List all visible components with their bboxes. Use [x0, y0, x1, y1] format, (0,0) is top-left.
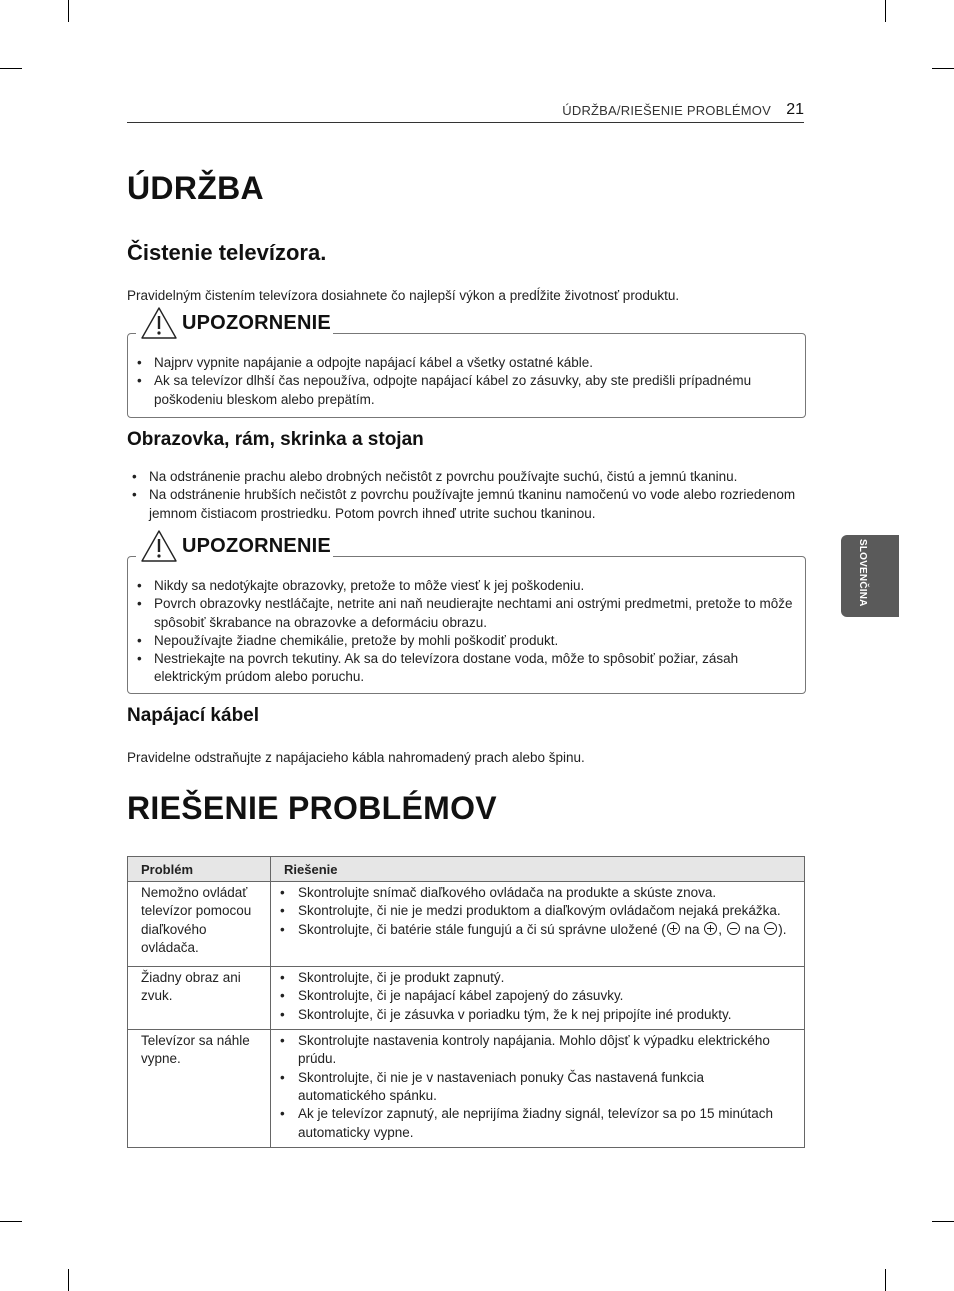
caution-box: [127, 311, 806, 418]
plus-circle-icon: [667, 922, 680, 935]
caution-item: • Nikdy sa nedotýkajte obrazovky, pretože to môže viesť k jej poškodeniu.: [154, 577, 795, 595]
language-tab-label: SLOVENČINA: [857, 539, 868, 607]
problem-cell: Televízor sa náhle vypne.: [128, 1030, 271, 1148]
power-cable-heading: Napájací kábel: [127, 705, 260, 726]
solution-item: • Skontrolujte, či je napájací kábel zapojený do zásuvky.: [298, 987, 794, 1005]
solution-item: • Ak je televízor zapnutý, ale neprijíma žiadny signál, televízor sa po 15 minútach automaticky vypne.: [298, 1105, 794, 1142]
warning-triangle-icon: [140, 529, 178, 563]
solution-item-battery: • Skontrolujte, či batérie stále fungujú a či sú správne uložené ( na , na ).: [298, 921, 794, 939]
solution-item: • Skontrolujte, či nie je medzi produktom a diaľkovým ovládačom nejaká prekážka.: [298, 902, 794, 920]
screen-heading: Obrazovka, rám, skrinka a stojan: [127, 429, 424, 450]
troubleshooting-table: [127, 856, 805, 1148]
language-tab: [841, 535, 899, 617]
caution-header: [136, 306, 333, 340]
caution-item: • Povrch obrazovky nestláčajte, netrite ani naň neudierajte nechtami ani ostrými predmetmi, pretože to môže spôsobiť škrabance na obrazovke a deformáciu obrazu.: [154, 595, 795, 632]
power-cable-text: Pravidelne odstraňujte z napájacieho kábla nahromadený prach alebo špinu.: [127, 750, 585, 765]
crop-mark: [68, 1269, 69, 1291]
table-row: [128, 882, 805, 967]
minus-circle-icon: [727, 922, 740, 935]
solution-item: • Skontrolujte, či nie je v nastaveniach ponuky Čas nastavená funkcia automatického spánku.: [298, 1069, 794, 1106]
table-row: [128, 967, 805, 1030]
table-header-row: [128, 857, 805, 882]
troubleshooting-title: RIEŠENIE PROBLÉMOV: [127, 790, 497, 826]
maintenance-title: ÚDRŽBA: [127, 170, 264, 206]
caution-box: [127, 534, 806, 694]
solution-item: • Skontrolujte nastavenia kontroly napájania. Mohlo dôjsť k výpadku elektrického prúdu.: [298, 1032, 794, 1069]
caution-title: UPOZORNENIE: [182, 534, 331, 557]
cleaning-intro: Pravidelným čistením televízora dosiahnete čo najlepší výkon a predĺžite životnosť produktu.: [127, 288, 680, 303]
warning-triangle-icon: [140, 306, 178, 340]
problem-cell: Nemožno ovládať televízor pomocou diaľkového ovládača.: [128, 882, 271, 967]
caution-title: UPOZORNENIE: [182, 311, 331, 334]
caution-list: [128, 557, 805, 696]
crop-mark: [0, 1221, 22, 1222]
crop-mark: [885, 0, 886, 22]
cleaning-heading: Čistenie televízora.: [127, 240, 327, 265]
caution-list: [128, 334, 805, 418]
screen-care-list: [149, 468, 799, 523]
column-header-solution: Riešenie: [271, 857, 805, 882]
page-number: 21: [786, 101, 804, 118]
crop-mark: [932, 1221, 954, 1222]
plus-circle-icon: [704, 922, 717, 935]
caution-item: • Nestriekajte na povrch tekutiny. Ak sa do televízora dostane voda, môže to spôsobiť požiar, zásah elektrickým prúdom alebo poruchu.: [154, 650, 795, 687]
solution-item: • Skontrolujte, či je produkt zapnutý.: [298, 969, 794, 987]
minus-circle-icon: [764, 922, 777, 935]
crop-mark: [932, 68, 954, 69]
crop-mark: [0, 68, 22, 69]
header-section-title: ÚDRŽBA/RIEŠENIE PROBLÉMOV: [562, 103, 771, 118]
solution-item: • Skontrolujte, či je zásuvka v poriadku tým, že k nej pripojíte iné produkty.: [298, 1006, 794, 1024]
crop-mark: [68, 0, 69, 22]
list-item: • Na odstránenie hrubších nečistôt z povrchu používajte jemnú tkaninu namočenú vo vode alebo rozriedenom jemnom čistiacom prostriedku. Potom povrch ihneď utrite suchou tkaninou.: [149, 486, 799, 523]
caution-item: • Ak sa televízor dlhší čas nepoužíva, odpojte napájací kábel zo zásuvky, aby ste predišli prípadnému poškodeniu bleskom alebo prepätím.: [154, 372, 795, 409]
running-header: [127, 101, 804, 123]
solution-cell: [271, 882, 805, 967]
column-header-problem: Problém: [128, 857, 271, 882]
solution-cell: [271, 1030, 805, 1148]
list-item: • Na odstránenie prachu alebo drobných nečistôt z povrchu používajte suchú, čistú a jemnú tkaninu.: [149, 468, 799, 486]
caution-header: [136, 529, 333, 563]
problem-cell: Žiadny obraz ani zvuk.: [128, 967, 271, 1030]
table-row: [128, 1030, 805, 1148]
solution-cell: [271, 967, 805, 1030]
solution-item: • Skontrolujte snímač diaľkového ovládača na produkte a skúste znova.: [298, 884, 794, 902]
crop-mark: [885, 1269, 886, 1291]
caution-item: • Najprv vypnite napájanie a odpojte napájací kábel a všetky ostatné káble.: [154, 354, 795, 372]
caution-item: • Nepoužívajte žiadne chemikálie, pretože by mohli poškodiť produkt.: [154, 632, 795, 650]
